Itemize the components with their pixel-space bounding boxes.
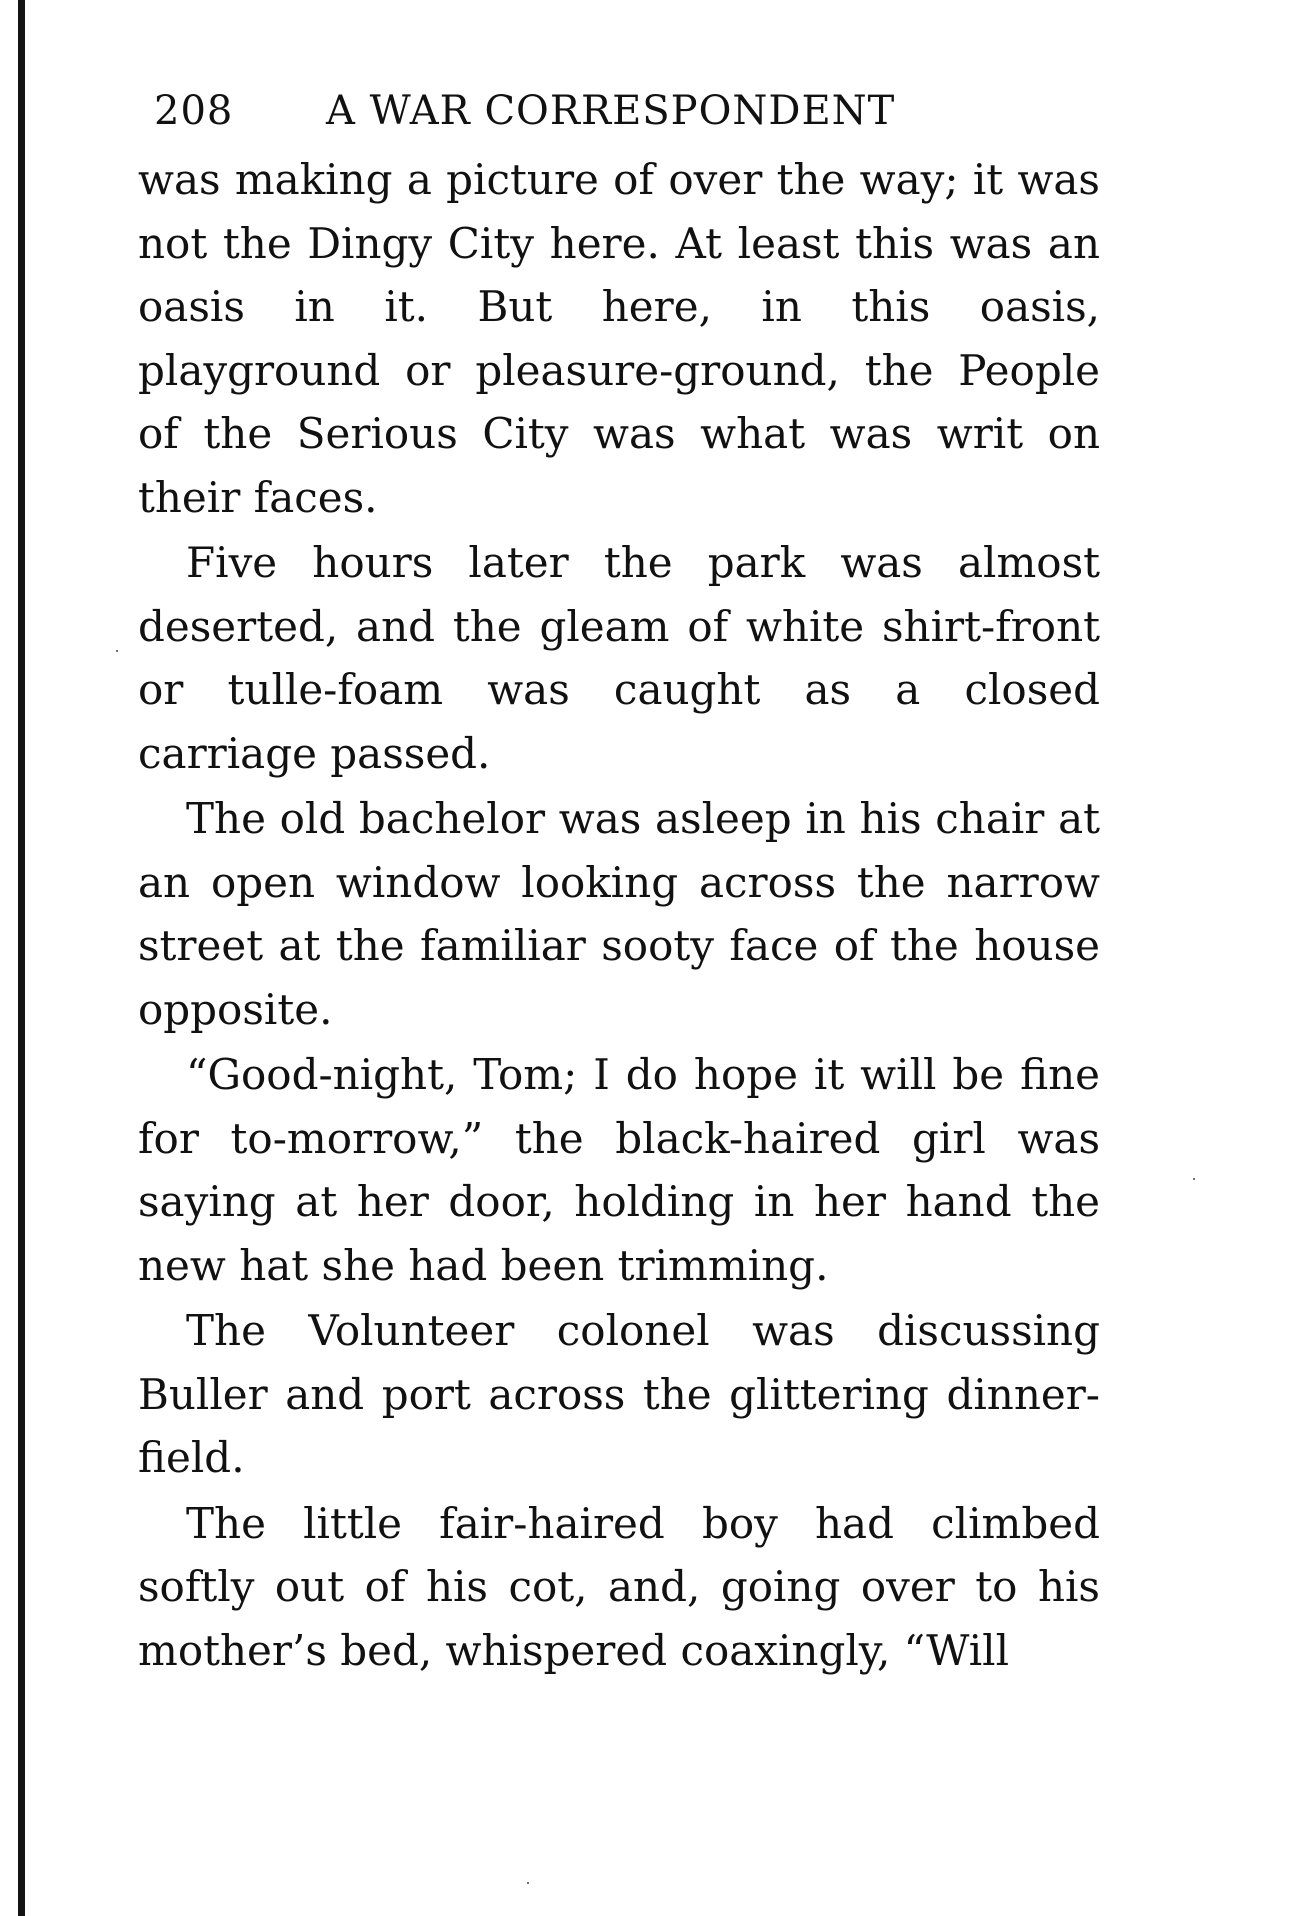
book-page [138,88,1100,1682]
running-title: A WAR CORRESPONDENT [326,88,896,134]
paper-speck [1193,1178,1195,1180]
paragraph-good-night: “Good-night, Tom; I do hope it will be fine for to-morrow,” the black-haired girl was saying at her door, holding in her hand the new hat she had been trimming. [138,1050,1100,1290]
paragraph-park-deserted: Five hours later the park was almost deserted, and the gleam of white shirt-front or tulle-foam was caught as a closed carriage passed. [138,538,1100,778]
page-spine-edge [18,0,25,1916]
paragraph-fair-haired-boy: The little fair-haired boy had climbed softly out of his cot, and, going over to his mother’s bed, whispered coaxingly, “Will [138,1498,1100,1675]
running-head [138,88,1100,148]
body-text [138,148,1100,1682]
paragraph-old-bachelor: The old bachelor was asleep in his chair at an open window looking across the narrow street at the familiar sooty face of the house opposite. [138,794,1100,1034]
paper-speck [527,1882,529,1884]
paragraph-continued: was making a picture of over the way; it was not the Dingy City here. At least this was an oasis in it. But here, in this oasis, playground or pleasure-ground, the People of the Serious City was what was writ on their faces. [138,155,1100,522]
paragraph-volunteer-colonel: The Volunteer colonel was discussing Buller and port across the glittering dinner-field. [138,1306,1100,1482]
paper-speck [116,650,118,652]
page-number: 208 [154,88,234,134]
